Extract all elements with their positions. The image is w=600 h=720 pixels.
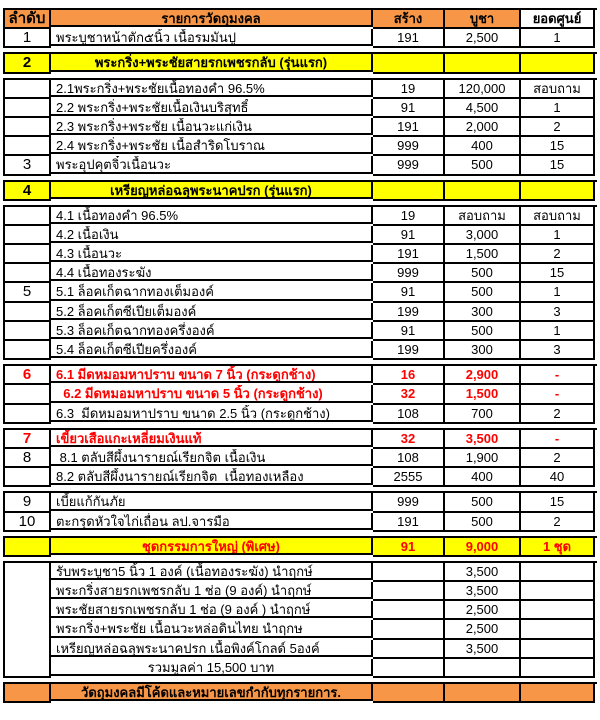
stock-cell: 1 <box>521 322 595 341</box>
stock-cell <box>521 640 595 659</box>
stock-cell: 15 <box>521 493 595 512</box>
table-section <box>3 364 597 424</box>
stock-cell: - <box>521 385 595 404</box>
item-name-cell: 2.4 พระกริ่ง+พระชัย เนื้อสำริดโบราณ <box>51 137 373 154</box>
made-qty-cell: 999 <box>373 493 445 512</box>
order-number-cell <box>5 207 51 226</box>
made-qty-cell: 91 <box>373 322 445 341</box>
made-qty-cell <box>373 640 445 659</box>
stock-cell <box>521 182 595 201</box>
table-section <box>3 205 597 361</box>
table-row <box>5 245 597 264</box>
item-name-cell: ชุดกรรมการใหญ่ (พิเศษ) <box>51 538 373 555</box>
table-section <box>3 682 597 703</box>
stock-cell: 15 <box>521 264 595 283</box>
item-name-cell: เบี้ยแก้กันภัย <box>51 493 373 510</box>
stock-cell <box>521 601 595 620</box>
made-qty-cell: 16 <box>373 366 445 385</box>
item-name-cell: 6.3 มีดหมอมหาปราบ ขนาด 2.5 นิ้ว (กระดูกช้าง) <box>51 405 373 422</box>
merged-order-cell <box>5 563 51 678</box>
stock-cell: - <box>521 430 595 449</box>
item-name-cell: 5.3 ล็อคเก็ตฉากทองครึ่งองค์ <box>51 322 373 339</box>
table-row <box>5 538 597 557</box>
table-row <box>51 659 597 678</box>
table-row <box>5 182 597 201</box>
made-qty-cell: 91 <box>373 99 445 118</box>
column-header: ยอดศูนย์ <box>521 10 595 29</box>
made-qty-cell <box>373 54 445 73</box>
price-cell <box>445 684 521 703</box>
price-cell: 1,900 <box>445 449 521 468</box>
made-qty-cell: 19 <box>373 207 445 226</box>
header-row <box>5 10 597 29</box>
made-qty-cell: 999 <box>373 264 445 283</box>
table-row <box>5 366 597 385</box>
order-number-cell <box>5 405 51 424</box>
made-qty-cell <box>373 182 445 201</box>
table-row <box>5 493 597 512</box>
price-cell: 500 <box>445 156 521 175</box>
stock-cell <box>521 563 595 582</box>
item-name-cell: 5.4 ล็อคเก็ตซีเปียครึ่งองค์ <box>51 341 373 358</box>
table-row <box>5 468 597 487</box>
item-name-cell: 5.2 ล็อคเก็ตซีเปียเต็มองค์ <box>51 303 373 320</box>
order-number-cell <box>5 137 51 156</box>
stock-cell: 1 <box>521 283 595 302</box>
made-qty-cell: 32 <box>373 385 445 404</box>
table-row <box>51 563 597 582</box>
order-number-cell <box>5 80 51 99</box>
stock-cell: 2 <box>521 245 595 264</box>
table-row <box>51 620 597 639</box>
stock-cell: 1 ชุด <box>521 538 595 557</box>
made-qty-cell <box>373 684 445 703</box>
item-name-cell: 5.1 ล็อคเก็ตฉากทองเต็มองค์ <box>51 283 373 300</box>
item-name-cell: รับพระบูชา5 นิ้ว 1 องค์ (เนื้อทองระฆัง) นำฤกษ์ <box>51 563 373 580</box>
made-qty-cell: 191 <box>373 29 445 48</box>
item-name-cell: 8.2 ตลับสีผึ้งนารายณ์เรียกจิต เนื้อทองเหลือง <box>51 468 373 485</box>
order-number-cell <box>5 303 51 322</box>
made-qty-cell: 999 <box>373 137 445 156</box>
stock-cell: 15 <box>521 156 595 175</box>
made-qty-cell: 108 <box>373 449 445 468</box>
item-name-cell: 2.1พระกริ่ง+พระชัยเนื้อทองคำ 96.5% <box>51 80 373 97</box>
item-name-cell: 4.1 เนื้อทองคำ 96.5% <box>51 207 373 224</box>
item-name-cell: พระอุปคุตจิ๋วเนื้อนวะ <box>51 156 373 173</box>
stock-cell <box>521 54 595 73</box>
table-row <box>5 137 597 156</box>
table-section <box>3 78 597 176</box>
order-number-cell: 6 <box>5 366 51 385</box>
column-header: บูชา <box>445 10 521 29</box>
price-cell: 120,000 <box>445 80 521 99</box>
table-row <box>5 405 597 424</box>
stock-cell: 2 <box>521 405 595 424</box>
table-section <box>3 428 597 488</box>
stock-cell: 1 <box>521 226 595 245</box>
table-section <box>3 561 597 678</box>
price-cell <box>445 182 521 201</box>
item-name-cell: พระกริ่งสายรกเพชรกลับ 1 ช่อ (9 องค์) นำฤกษ์ <box>51 582 373 599</box>
price-cell: 300 <box>445 303 521 322</box>
order-number-cell: 7 <box>5 430 51 449</box>
table-row <box>5 99 597 118</box>
made-qty-cell <box>373 620 445 639</box>
stock-cell: สอบถาม <box>521 80 595 99</box>
table-row <box>5 303 597 322</box>
item-name-cell: พระกริ่ง+พระชัยสายรกเพชรกลับ (รุ่นแรก) <box>51 54 373 71</box>
made-qty-cell: 19 <box>373 80 445 99</box>
stock-cell: 2 <box>521 513 595 532</box>
item-name-cell: 6.2 มีดหมอมหาปราบ ขนาด 5 นิ้ว (กระดูกช้าง) <box>51 385 373 402</box>
made-qty-cell <box>373 563 445 582</box>
table-row <box>5 513 597 532</box>
stock-cell: - <box>521 366 595 385</box>
order-number-cell <box>5 99 51 118</box>
stock-cell: 1 <box>521 29 595 48</box>
table-row <box>5 80 597 99</box>
price-cell: 400 <box>445 468 521 487</box>
order-number-cell: 4 <box>5 182 51 201</box>
table-row <box>5 264 597 283</box>
order-number-cell <box>5 118 51 137</box>
stock-cell: 1 <box>521 99 595 118</box>
order-number-cell <box>5 264 51 283</box>
made-qty-cell <box>373 659 445 678</box>
made-qty-cell <box>373 601 445 620</box>
price-cell: 1,500 <box>445 245 521 264</box>
item-name-cell: 4.4 เนื้อทองระฆัง <box>51 264 373 281</box>
table-row <box>5 118 597 137</box>
stock-cell <box>521 620 595 639</box>
table-row <box>5 207 597 226</box>
made-qty-cell: 199 <box>373 303 445 322</box>
price-cell: 500 <box>445 322 521 341</box>
column-header: ลำดับ <box>5 10 51 29</box>
table-section <box>3 8 597 48</box>
item-name-cell: 4.3 เนื้อนวะ <box>51 245 373 262</box>
made-qty-cell: 91 <box>373 538 445 557</box>
order-number-cell <box>5 538 51 557</box>
table-row <box>5 29 597 48</box>
price-cell <box>445 54 521 73</box>
order-number-cell <box>5 322 51 341</box>
item-name-cell: 4.2 เนื้อเงิน <box>51 226 373 243</box>
order-number-cell <box>5 468 51 487</box>
order-number-cell <box>5 226 51 245</box>
table-row <box>51 640 597 659</box>
item-name-cell: เหรียญหล่อฉลุพระนาคปรก เนื้อพิงค์โกลด์ 5องค์ <box>51 640 373 657</box>
price-cell: 2,500 <box>445 601 521 620</box>
price-cell: 2,500 <box>445 620 521 639</box>
order-number-cell <box>5 341 51 360</box>
table-section <box>3 536 597 557</box>
item-name-cell: วัดถุมงคลมีโค้ดและหมายเลขกำกับทุกรายการ. <box>51 684 373 701</box>
table-row <box>5 156 597 175</box>
order-number-cell: 3 <box>5 156 51 175</box>
column-header: สร้าง <box>373 10 445 29</box>
stock-cell: 3 <box>521 303 595 322</box>
table-row <box>5 430 597 449</box>
item-name-cell: เหรียญหล่อฉลุพระนาคปรก (รุ่นแรก) <box>51 182 373 199</box>
table-row <box>5 322 597 341</box>
item-name-cell: 2.2 พระกริ่ง+พระชัยเนื้อเงินบริสุทธิ์ <box>51 99 373 116</box>
stock-cell: 2 <box>521 118 595 137</box>
made-qty-cell: 91 <box>373 226 445 245</box>
item-name-cell: พระบูชาหน้าตัก๕นิ้ว เนื้อรมมันปู <box>51 29 373 46</box>
order-number-cell: 5 <box>5 283 51 302</box>
price-cell: 500 <box>445 283 521 302</box>
table-row <box>5 226 597 245</box>
item-name-cell: พระชัยสายรกเพชรกลับ 1 ช่อ (9 องค์ ) นำฤกษ์ <box>51 601 373 618</box>
table-row <box>5 341 597 360</box>
table-row <box>5 54 597 73</box>
made-qty-cell: 191 <box>373 118 445 137</box>
made-qty-cell: 199 <box>373 341 445 360</box>
item-name-cell: ตะกรุดหัวใจไก่เถื่อน ลป.จารมือ <box>51 513 373 530</box>
stock-cell <box>521 659 595 678</box>
order-number-cell <box>5 245 51 264</box>
table-section <box>3 52 597 73</box>
made-qty-cell: 191 <box>373 513 445 532</box>
price-cell: 3,500 <box>445 640 521 659</box>
price-cell: 500 <box>445 264 521 283</box>
item-name-cell: รวมมูลค่า 15,500 บาท <box>51 659 373 676</box>
column-header: รายการวัดถุมงคล <box>51 10 373 27</box>
stock-cell: สอบถาม <box>521 207 595 226</box>
made-qty-cell <box>373 582 445 601</box>
item-name-cell: 8.1 ตลับสีผึ้งนารายณ์เรียกจิต เนื้อเงิน <box>51 449 373 466</box>
made-qty-cell: 91 <box>373 283 445 302</box>
item-name-cell: 2.3 พระกริ่ง+พระชัย เนื้อนวะแก่เงิน <box>51 118 373 135</box>
price-cell: 3,500 <box>445 582 521 601</box>
price-cell: 500 <box>445 493 521 512</box>
price-cell: 700 <box>445 405 521 424</box>
price-cell: 3,500 <box>445 563 521 582</box>
table-section <box>3 491 597 531</box>
stock-cell <box>521 582 595 601</box>
order-number-cell: 1 <box>5 29 51 48</box>
order-number-cell: 10 <box>5 513 51 532</box>
item-name-cell: พระกริ่ง+พระชัย เนื้อนวะหล่อดินไทย นำฤกษ <box>51 620 373 637</box>
made-qty-cell: 191 <box>373 245 445 264</box>
price-cell: 2,000 <box>445 118 521 137</box>
table-row <box>5 283 597 302</box>
table-section <box>3 180 597 201</box>
table-row <box>51 601 597 620</box>
price-cell: 400 <box>445 137 521 156</box>
price-cell: 1,500 <box>445 385 521 404</box>
table-row <box>51 582 597 601</box>
table-row <box>5 385 597 404</box>
price-cell: 9,000 <box>445 538 521 557</box>
price-cell: 4,500 <box>445 99 521 118</box>
price-cell: 300 <box>445 341 521 360</box>
price-cell: 500 <box>445 513 521 532</box>
item-name-cell: เขี้ยวเสือแกะเหลี่ยมเงินแท้ <box>51 430 373 447</box>
table-row <box>5 684 597 703</box>
order-number-cell <box>5 385 51 404</box>
order-number-cell: 8 <box>5 449 51 468</box>
price-cell: 3,500 <box>445 430 521 449</box>
stock-cell: 15 <box>521 137 595 156</box>
item-name-cell: 6.1 มีดหมอมหาปราบ ขนาด 7 นิ้ว (กระดูกช้าง) <box>51 366 373 383</box>
made-qty-cell: 2555 <box>373 468 445 487</box>
made-qty-cell: 999 <box>373 156 445 175</box>
order-number-cell: 9 <box>5 493 51 512</box>
stock-cell: 3 <box>521 341 595 360</box>
amulet-price-table <box>3 8 597 703</box>
price-cell: สอบถาม <box>445 207 521 226</box>
stock-cell <box>521 684 595 703</box>
stock-cell: 40 <box>521 468 595 487</box>
order-number-cell: 2 <box>5 54 51 73</box>
price-cell: 3,000 <box>445 226 521 245</box>
made-qty-cell: 108 <box>373 405 445 424</box>
order-number-cell <box>5 684 51 703</box>
price-cell <box>445 659 521 678</box>
price-cell: 2,500 <box>445 29 521 48</box>
price-cell: 2,900 <box>445 366 521 385</box>
stock-cell: 2 <box>521 449 595 468</box>
made-qty-cell: 32 <box>373 430 445 449</box>
table-row <box>5 449 597 468</box>
